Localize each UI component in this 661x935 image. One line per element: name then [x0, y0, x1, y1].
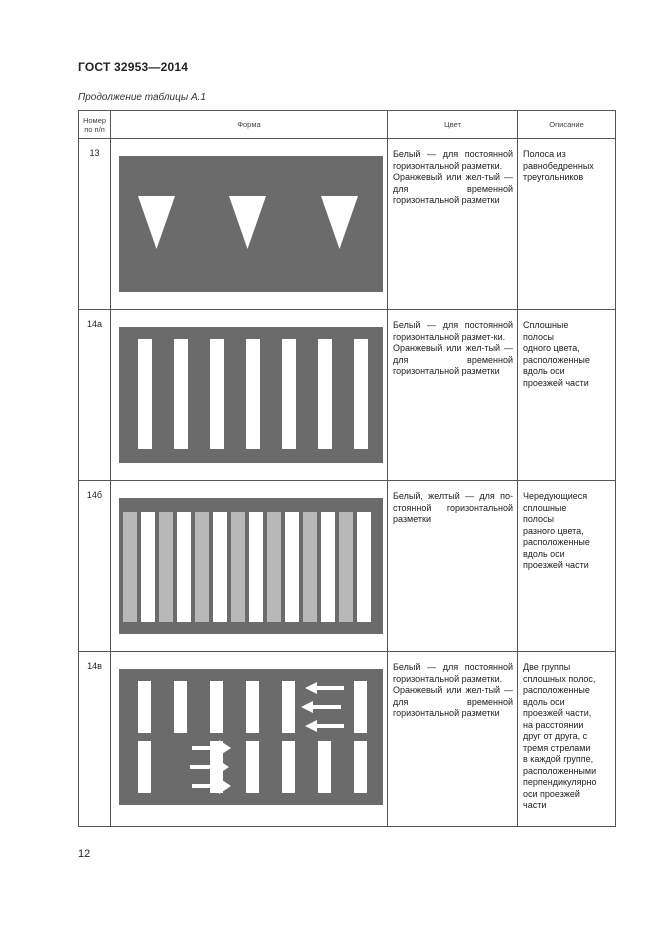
alternating-stripes-marking-diagram: [119, 498, 383, 634]
stripe-mark: [282, 741, 295, 793]
description-text: Чередующиеся сплошные полосы разного цвета, расположенные вдоль оси проезжей части: [523, 491, 590, 570]
table-row: [79, 310, 616, 481]
stripe-mark: [210, 681, 223, 733]
stripe-mark: [141, 512, 155, 622]
stripe-mark: [321, 512, 335, 622]
marking-shape-cell: [111, 481, 388, 652]
color-text: Белый, желтый — для по-стоянной горизонтальной разметки: [393, 491, 513, 524]
description-text: Полоса из равнобедренных треугольников: [523, 149, 594, 182]
stripe-mark: [138, 741, 151, 793]
triangle-marking-diagram: [119, 156, 383, 292]
stripe-mark: [354, 339, 368, 449]
stripe-mark-alt: [267, 512, 281, 622]
stripe-mark: [138, 681, 151, 733]
table-row: [79, 652, 616, 827]
stripe-mark: [246, 681, 259, 733]
stripe-mark-alt: [303, 512, 317, 622]
table-caption: Продолжение таблицы А.1: [78, 92, 206, 103]
stripe-mark: [246, 741, 259, 793]
stripe-mark: [213, 512, 227, 622]
column-header-number: Номер по п/п: [79, 111, 111, 139]
color-text: Белый — для постоянной горизонтальной разметки. Оранжевый или жел-тый — для временной горизонтальной разметки: [393, 662, 513, 718]
column-header-color: Цвет: [388, 111, 518, 139]
stripe-mark-alt: [195, 512, 209, 622]
column-header-description: Описание: [518, 111, 616, 139]
stripe-mark: [282, 681, 295, 733]
marking-shape-cell: [111, 652, 388, 827]
stripe-mark: [174, 339, 188, 449]
stripe-mark-alt: [123, 512, 137, 622]
stripe-mark: [285, 512, 299, 622]
column-header-form: Форма: [111, 111, 388, 139]
description-text: Две группы сплошных полос, расположенные вдоль оси проезжей части, на расстоянии друг от друга, с тремя стрелами в каждой группе, расположенными перпендикулярно оси проезжей части: [523, 662, 597, 810]
page-number: 12: [78, 848, 91, 860]
stripe-groups-with-arrows-diagram: [119, 669, 383, 805]
description-text: Сплошные полосы одного цвета, расположенные вдоль оси проезжей части: [523, 320, 590, 388]
row-number: 14б: [79, 481, 111, 652]
stripe-mark: [357, 512, 371, 622]
stripe-mark: [318, 741, 331, 793]
row-number: 13: [79, 139, 111, 310]
color-text: Белый — для постоянной горизонтальной размет-ки. Оранжевый или жел-тый — для временной горизонтальной разметки: [393, 320, 513, 376]
stripe-mark: [138, 339, 152, 449]
stripe-mark: [249, 512, 263, 622]
document-standard-title: ГОСТ 32953—2014: [78, 60, 189, 74]
color-text: Белый — для постоянной горизонтальной разметки. Оранжевый или жел-тый — для временной горизонтальной разметки: [393, 149, 513, 205]
stripe-mark: [177, 512, 191, 622]
marking-shape-cell: [111, 310, 388, 481]
stripe-mark: [354, 741, 367, 793]
row-number: 14в: [79, 652, 111, 827]
stripe-mark: [354, 681, 367, 733]
stripe-mark-alt: [339, 512, 353, 622]
table-row: [79, 481, 616, 652]
stripe-mark: [282, 339, 296, 449]
stripe-mark: [174, 681, 187, 733]
solid-stripes-marking-diagram: [119, 327, 383, 463]
stripe-mark-alt: [159, 512, 173, 622]
marking-shape-cell: [111, 139, 388, 310]
markings-table: [78, 110, 616, 827]
stripe-mark: [318, 339, 332, 449]
row-number: 14а: [79, 310, 111, 481]
table-row: [79, 139, 616, 310]
stripe-mark-alt: [231, 512, 245, 622]
stripe-mark: [210, 339, 224, 449]
stripe-mark: [246, 339, 260, 449]
